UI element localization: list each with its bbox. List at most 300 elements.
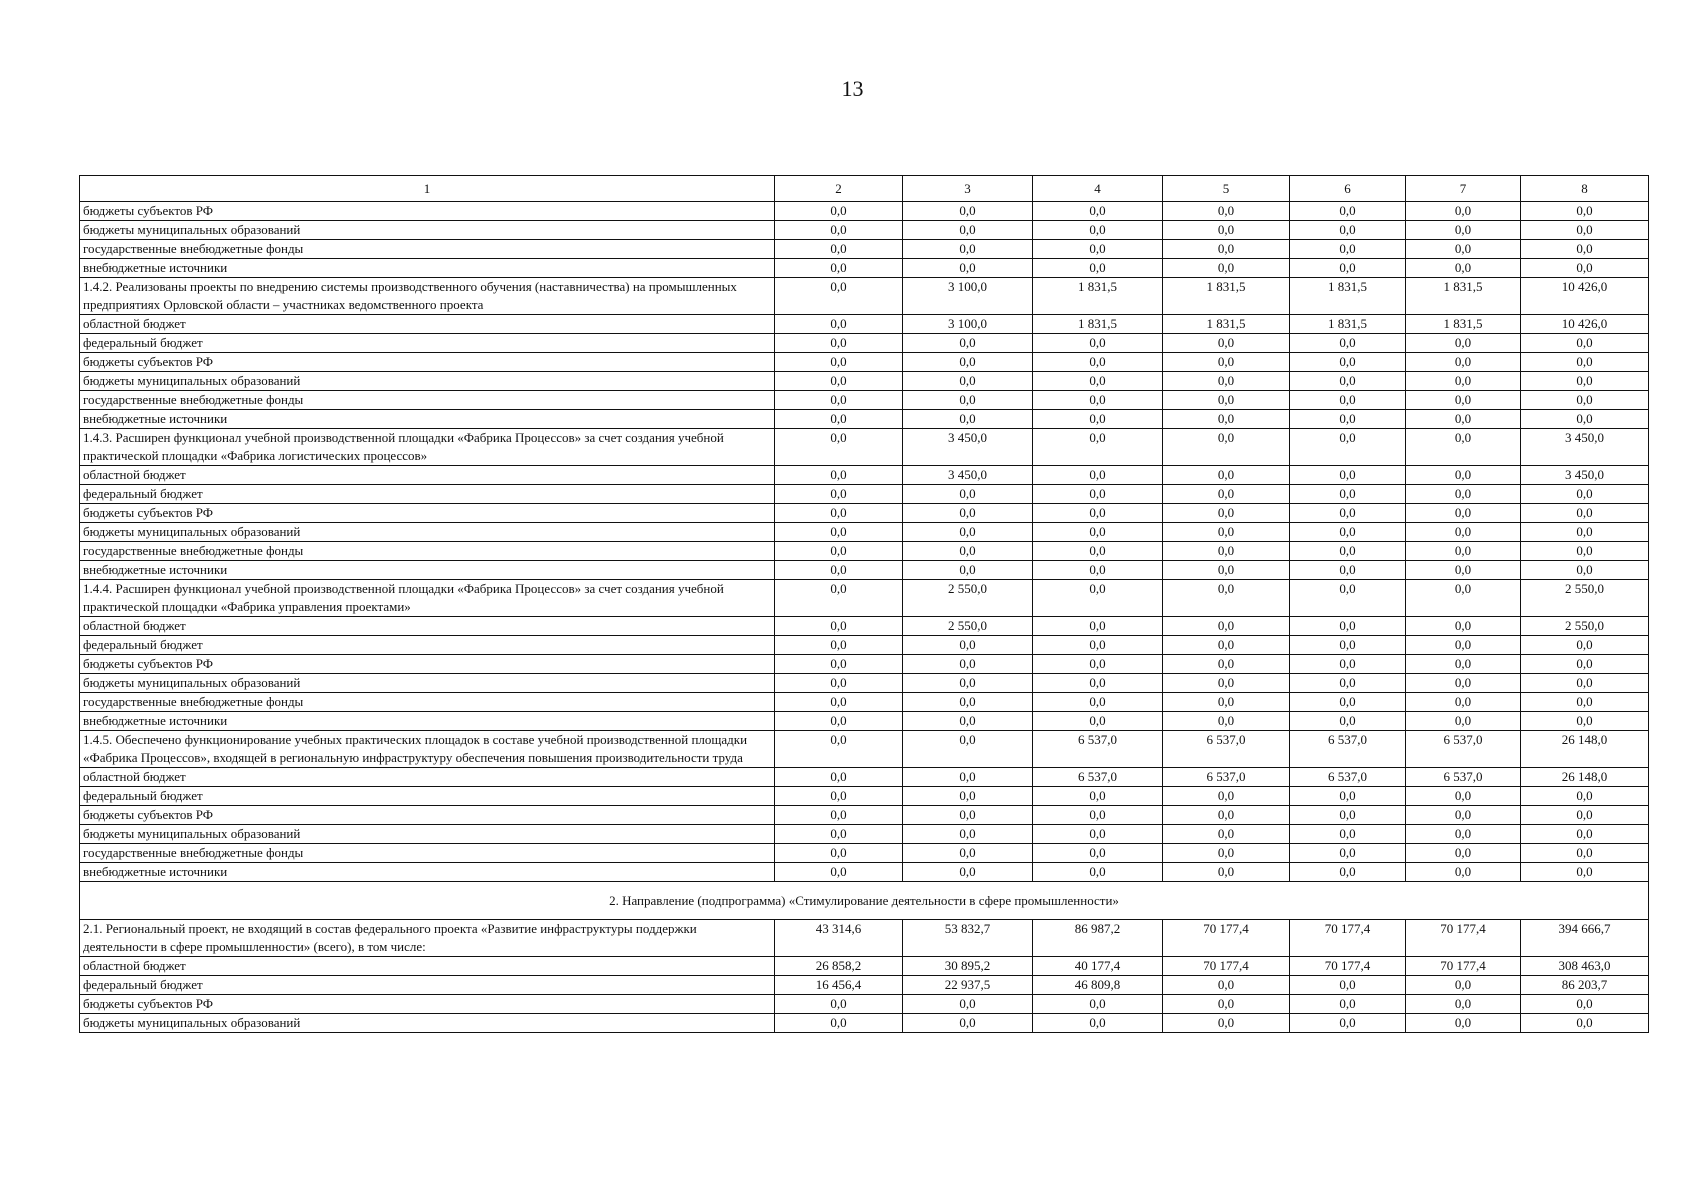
row-label-cell: федеральный бюджет [80,334,775,353]
value-cell: 0,0 [1033,221,1163,240]
value-cell: 0,0 [1163,334,1290,353]
table-row [80,466,1649,485]
value-cell: 1 831,5 [1406,315,1521,334]
column-number-cell: 3 [903,176,1033,202]
value-cell: 0,0 [903,731,1033,768]
value-cell: 0,0 [775,787,903,806]
value-cell: 0,0 [1521,863,1649,882]
value-cell: 0,0 [1033,334,1163,353]
value-cell: 0,0 [1521,712,1649,731]
value-cell: 0,0 [1406,863,1521,882]
row-label-cell: федеральный бюджет [80,787,775,806]
value-cell: 0,0 [1290,202,1406,221]
value-cell: 0,0 [1521,693,1649,712]
value-cell: 0,0 [1406,787,1521,806]
row-label-cell: 1.4.2. Реализованы проекты по внедрению системы производственного обучения (наставничества) на промышленных предприятиях Орловской области – участниках ведомственного проекта [80,278,775,315]
value-cell: 0,0 [775,768,903,787]
value-cell: 0,0 [1033,561,1163,580]
value-cell: 0,0 [1406,523,1521,542]
value-cell: 394 666,7 [1521,920,1649,957]
value-cell: 3 100,0 [903,315,1033,334]
table-row [80,863,1649,882]
value-cell: 6 537,0 [1290,731,1406,768]
value-cell: 0,0 [775,504,903,523]
value-cell: 0,0 [1163,429,1290,466]
table-row [80,920,1649,957]
value-cell: 0,0 [1521,523,1649,542]
value-cell: 0,0 [1521,410,1649,429]
row-label-cell: государственные внебюджетные фонды [80,391,775,410]
value-cell: 0,0 [903,523,1033,542]
value-cell: 0,0 [1033,372,1163,391]
value-cell: 0,0 [1290,523,1406,542]
value-cell: 0,0 [1521,485,1649,504]
value-cell: 0,0 [903,1014,1033,1033]
value-cell: 6 537,0 [1033,768,1163,787]
value-cell: 0,0 [1290,259,1406,278]
row-label-cell: внебюджетные источники [80,561,775,580]
value-cell: 0,0 [1290,542,1406,561]
value-cell: 0,0 [1406,674,1521,693]
value-cell: 0,0 [903,636,1033,655]
value-cell: 6 537,0 [1163,731,1290,768]
value-cell: 0,0 [775,391,903,410]
table-row [80,372,1649,391]
table-row [80,278,1649,315]
value-cell: 0,0 [775,655,903,674]
table-row [80,787,1649,806]
value-cell: 0,0 [1521,259,1649,278]
value-cell: 0,0 [1406,485,1521,504]
row-label-cell: областной бюджет [80,466,775,485]
value-cell: 0,0 [1163,825,1290,844]
value-cell: 0,0 [1406,466,1521,485]
value-cell: 16 456,4 [775,976,903,995]
value-cell: 0,0 [1406,806,1521,825]
row-label-cell: 2.1. Региональный проект, не входящий в состав федерального проекта «Развитие инфраструктуры поддержки деятельности в сфере промышленности» (всего), в том числе: [80,920,775,957]
value-cell: 0,0 [1521,844,1649,863]
value-cell: 26 858,2 [775,957,903,976]
value-cell: 0,0 [1290,334,1406,353]
value-cell: 0,0 [1033,844,1163,863]
row-label-cell: бюджеты муниципальных образований [80,372,775,391]
row-label-cell: бюджеты субъектов РФ [80,806,775,825]
value-cell: 0,0 [1406,995,1521,1014]
value-cell: 0,0 [1406,561,1521,580]
table-row [80,1014,1649,1033]
value-cell: 0,0 [1033,466,1163,485]
value-cell: 0,0 [1033,712,1163,731]
value-cell: 0,0 [903,844,1033,863]
value-cell: 0,0 [1290,410,1406,429]
row-label-cell: 1.4.4. Расширен функционал учебной производственной площадки «Фабрика Процессов» за счет создания учебной практической площадки «Фабрика управления проектами» [80,580,775,617]
value-cell: 0,0 [903,202,1033,221]
value-cell: 0,0 [1033,825,1163,844]
value-cell: 0,0 [1033,391,1163,410]
value-cell: 26 148,0 [1521,731,1649,768]
value-cell: 0,0 [1033,693,1163,712]
value-cell: 0,0 [1033,504,1163,523]
value-cell: 0,0 [903,542,1033,561]
value-cell: 0,0 [1163,787,1290,806]
row-label-cell: бюджеты субъектов РФ [80,655,775,674]
table-row [80,315,1649,334]
table-row [80,957,1649,976]
value-cell: 0,0 [1163,523,1290,542]
value-cell: 0,0 [775,561,903,580]
value-cell: 0,0 [903,353,1033,372]
value-cell: 30 895,2 [903,957,1033,976]
row-label-cell: бюджеты субъектов РФ [80,504,775,523]
value-cell: 0,0 [1290,1014,1406,1033]
value-cell: 0,0 [1521,1014,1649,1033]
value-cell: 0,0 [775,863,903,882]
value-cell: 0,0 [1521,202,1649,221]
value-cell: 0,0 [1033,580,1163,617]
value-cell: 0,0 [1163,580,1290,617]
table-row [80,617,1649,636]
value-cell: 0,0 [1290,617,1406,636]
value-cell: 0,0 [1033,674,1163,693]
row-label-cell: бюджеты субъектов РФ [80,353,775,372]
value-cell: 0,0 [903,825,1033,844]
value-cell: 0,0 [1406,976,1521,995]
value-cell: 0,0 [903,655,1033,674]
value-cell: 0,0 [1033,410,1163,429]
value-cell: 0,0 [1406,372,1521,391]
row-label-cell: федеральный бюджет [80,976,775,995]
value-cell: 0,0 [903,259,1033,278]
table-row [80,580,1649,617]
value-cell: 0,0 [1521,353,1649,372]
value-cell: 0,0 [1033,542,1163,561]
value-cell: 0,0 [1033,863,1163,882]
table-row [80,693,1649,712]
value-cell: 0,0 [1163,410,1290,429]
value-cell: 0,0 [1163,466,1290,485]
value-cell: 1 831,5 [1290,278,1406,315]
value-cell: 0,0 [775,712,903,731]
value-cell: 0,0 [1163,372,1290,391]
value-cell: 0,0 [1163,995,1290,1014]
value-cell: 0,0 [1290,636,1406,655]
row-label-cell: внебюджетные источники [80,712,775,731]
value-cell: 0,0 [1406,580,1521,617]
value-cell: 0,0 [903,712,1033,731]
value-cell: 0,0 [1521,372,1649,391]
table-body [80,176,1649,1033]
table-row [80,712,1649,731]
value-cell: 0,0 [775,278,903,315]
value-cell: 1 831,5 [1406,278,1521,315]
value-cell: 0,0 [775,259,903,278]
value-cell: 0,0 [775,617,903,636]
value-cell: 0,0 [1290,221,1406,240]
value-cell: 0,0 [1163,485,1290,504]
row-label-cell: областной бюджет [80,617,775,636]
value-cell: 0,0 [1033,806,1163,825]
value-cell: 0,0 [1163,674,1290,693]
row-label-cell: 1.4.5. Обеспечено функционирование учебных практических площадок в составе учебной производственной площадки «Фабрика Процессов», входящей в региональную инфраструктуру обеспечения повышения производительности труда [80,731,775,768]
value-cell: 0,0 [903,768,1033,787]
row-label-cell: областной бюджет [80,768,775,787]
value-cell: 70 177,4 [1163,920,1290,957]
value-cell: 0,0 [1406,334,1521,353]
value-cell: 40 177,4 [1033,957,1163,976]
value-cell: 0,0 [775,240,903,259]
value-cell: 46 809,8 [1033,976,1163,995]
value-cell: 0,0 [1163,542,1290,561]
value-cell: 0,0 [1033,259,1163,278]
value-cell: 0,0 [903,674,1033,693]
value-cell: 0,0 [1163,636,1290,655]
table-row [80,806,1649,825]
table-row [80,334,1649,353]
value-cell: 53 832,7 [903,920,1033,957]
value-cell: 0,0 [775,410,903,429]
value-cell: 0,0 [1163,221,1290,240]
value-cell: 0,0 [775,221,903,240]
value-cell: 0,0 [1163,1014,1290,1033]
row-label-cell: бюджеты муниципальных образований [80,1014,775,1033]
value-cell: 0,0 [1033,1014,1163,1033]
value-cell: 0,0 [1290,466,1406,485]
table-row [80,410,1649,429]
value-cell: 0,0 [903,485,1033,504]
value-cell: 0,0 [1290,995,1406,1014]
value-cell: 0,0 [1521,561,1649,580]
table-row [80,976,1649,995]
page-number: 13 [841,76,864,101]
value-cell: 2 550,0 [903,617,1033,636]
column-number-cell: 2 [775,176,903,202]
value-cell: 0,0 [1033,617,1163,636]
value-cell: 0,0 [1163,863,1290,882]
value-cell: 10 426,0 [1521,315,1649,334]
value-cell: 0,0 [1521,391,1649,410]
value-cell: 0,0 [775,542,903,561]
table-row [80,995,1649,1014]
value-cell: 0,0 [1406,655,1521,674]
value-cell: 0,0 [1290,561,1406,580]
value-cell: 86 203,7 [1521,976,1649,995]
value-cell: 0,0 [1290,655,1406,674]
value-cell: 6 537,0 [1406,731,1521,768]
value-cell: 0,0 [1163,353,1290,372]
value-cell: 0,0 [775,202,903,221]
value-cell: 0,0 [1033,523,1163,542]
section-heading-row [80,882,1649,920]
value-cell: 0,0 [1290,674,1406,693]
row-label-cell: внебюджетные источники [80,410,775,429]
row-label-cell: государственные внебюджетные фонды [80,240,775,259]
value-cell: 0,0 [1290,712,1406,731]
value-cell: 0,0 [1290,504,1406,523]
value-cell: 0,0 [1521,787,1649,806]
value-cell: 0,0 [1290,240,1406,259]
value-cell: 0,0 [1033,655,1163,674]
value-cell: 0,0 [1406,240,1521,259]
row-label-cell: федеральный бюджет [80,636,775,655]
value-cell: 0,0 [1521,334,1649,353]
value-cell: 0,0 [1163,693,1290,712]
value-cell: 0,0 [1406,825,1521,844]
row-label-cell: государственные внебюджетные фонды [80,542,775,561]
value-cell: 0,0 [1163,202,1290,221]
column-number-row [80,176,1649,202]
row-label-cell: бюджеты муниципальных образований [80,825,775,844]
value-cell: 43 314,6 [775,920,903,957]
value-cell: 1 831,5 [1163,315,1290,334]
row-label-cell: областной бюджет [80,957,775,976]
value-cell: 0,0 [1521,825,1649,844]
value-cell: 70 177,4 [1290,957,1406,976]
value-cell: 0,0 [1163,504,1290,523]
value-cell: 2 550,0 [1521,580,1649,617]
value-cell: 6 537,0 [1163,768,1290,787]
value-cell: 0,0 [1033,429,1163,466]
value-cell: 0,0 [1521,636,1649,655]
table-row [80,504,1649,523]
table-row [80,542,1649,561]
table-row [80,391,1649,410]
row-label-cell: областной бюджет [80,315,775,334]
value-cell: 2 550,0 [903,580,1033,617]
value-cell: 0,0 [1521,655,1649,674]
value-cell: 0,0 [1406,693,1521,712]
value-cell: 0,0 [903,334,1033,353]
value-cell: 0,0 [903,693,1033,712]
value-cell: 70 177,4 [1290,920,1406,957]
value-cell: 0,0 [775,315,903,334]
value-cell: 0,0 [1290,429,1406,466]
table-row [80,825,1649,844]
value-cell: 0,0 [1033,485,1163,504]
value-cell: 0,0 [1290,372,1406,391]
table-row [80,674,1649,693]
value-cell: 0,0 [775,844,903,863]
value-cell: 0,0 [1163,259,1290,278]
value-cell: 0,0 [1290,580,1406,617]
value-cell: 0,0 [903,221,1033,240]
value-cell: 0,0 [903,787,1033,806]
table-row [80,636,1649,655]
table-row [80,844,1649,863]
value-cell: 3 450,0 [903,466,1033,485]
column-number-cell: 6 [1290,176,1406,202]
value-cell: 0,0 [775,523,903,542]
value-cell: 0,0 [1163,240,1290,259]
value-cell: 0,0 [1521,674,1649,693]
value-cell: 0,0 [903,391,1033,410]
row-label-cell: бюджеты субъектов РФ [80,202,775,221]
value-cell: 6 537,0 [1406,768,1521,787]
value-cell: 0,0 [1290,863,1406,882]
table-row [80,240,1649,259]
column-number-cell: 5 [1163,176,1290,202]
value-cell: 86 987,2 [1033,920,1163,957]
value-cell: 0,0 [1163,806,1290,825]
table-row [80,259,1649,278]
value-cell: 0,0 [775,995,903,1014]
value-cell: 0,0 [903,863,1033,882]
value-cell: 0,0 [1406,410,1521,429]
table-row [80,221,1649,240]
value-cell: 3 450,0 [1521,466,1649,485]
value-cell: 0,0 [775,353,903,372]
value-cell: 0,0 [1406,1014,1521,1033]
value-cell: 70 177,4 [1406,957,1521,976]
value-cell: 0,0 [903,504,1033,523]
value-cell: 1 831,5 [1033,278,1163,315]
value-cell: 0,0 [775,674,903,693]
column-number-cell: 1 [80,176,775,202]
row-label-cell: внебюджетные источники [80,259,775,278]
value-cell: 10 426,0 [1521,278,1649,315]
value-cell: 0,0 [1406,202,1521,221]
value-cell: 3 450,0 [903,429,1033,466]
value-cell: 0,0 [775,825,903,844]
value-cell: 0,0 [775,731,903,768]
table-row [80,429,1649,466]
table-row [80,353,1649,372]
value-cell: 0,0 [1033,353,1163,372]
value-cell: 1 831,5 [1290,315,1406,334]
value-cell: 0,0 [1163,391,1290,410]
value-cell: 0,0 [1521,221,1649,240]
value-cell: 0,0 [1290,976,1406,995]
row-label-cell: бюджеты субъектов РФ [80,995,775,1014]
value-cell: 0,0 [903,372,1033,391]
value-cell: 0,0 [1033,787,1163,806]
row-label-cell: федеральный бюджет [80,485,775,504]
value-cell: 0,0 [775,580,903,617]
value-cell: 0,0 [1521,542,1649,561]
row-label-cell: государственные внебюджетные фонды [80,844,775,863]
value-cell: 0,0 [1521,240,1649,259]
value-cell: 0,0 [775,372,903,391]
table-row [80,655,1649,674]
value-cell: 0,0 [775,429,903,466]
column-number-cell: 7 [1406,176,1521,202]
value-cell: 70 177,4 [1163,957,1290,976]
value-cell: 0,0 [1290,844,1406,863]
value-cell: 0,0 [775,636,903,655]
value-cell: 0,0 [1290,787,1406,806]
value-cell: 0,0 [1163,712,1290,731]
value-cell: 0,0 [1033,636,1163,655]
value-cell: 0,0 [1406,353,1521,372]
value-cell: 0,0 [775,806,903,825]
value-cell: 0,0 [1406,542,1521,561]
table-row [80,561,1649,580]
row-label-cell: бюджеты муниципальных образований [80,523,775,542]
value-cell: 0,0 [1290,825,1406,844]
value-cell: 0,0 [1290,806,1406,825]
value-cell: 6 537,0 [1290,768,1406,787]
value-cell: 0,0 [1290,391,1406,410]
value-cell: 2 550,0 [1521,617,1649,636]
table-row [80,202,1649,221]
value-cell: 0,0 [1406,844,1521,863]
value-cell: 0,0 [1406,504,1521,523]
value-cell: 0,0 [1406,636,1521,655]
value-cell: 0,0 [1163,976,1290,995]
value-cell: 0,0 [1163,844,1290,863]
value-cell: 0,0 [1406,617,1521,636]
value-cell: 0,0 [1521,995,1649,1014]
value-cell: 26 148,0 [1521,768,1649,787]
